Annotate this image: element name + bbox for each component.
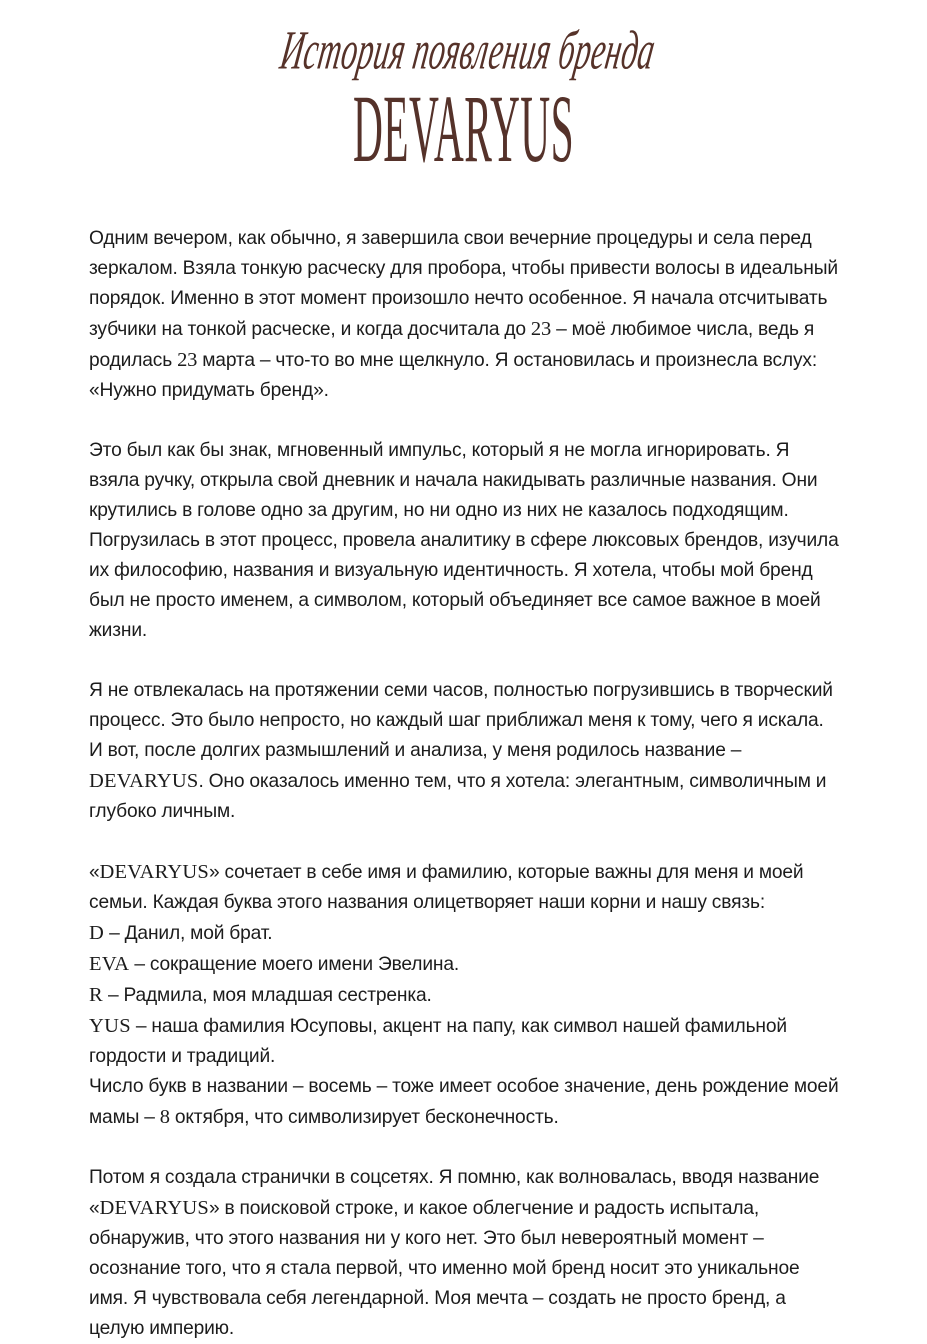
- brand-name-inline: DEVARYUS: [99, 1197, 209, 1219]
- initial-letter-inline: R: [89, 984, 103, 1006]
- numeral-inline: 23: [177, 349, 198, 371]
- paragraph: Это был как бы знак, мгновенный импульс, который я не могла игнорировать. Я взяла ручку, открыла свой дневник и начала накидывать различные названия. Они крутились в голове одно за другим, но ни одно из них не казалось подходящим. Погрузилась в этот процесс, провела аналитику в сфере люксовых брендов, изучила их философию, названия и визуальную идентичность. Я хотела, чтобы мой бренд был не просто именем, а символом, который объединяет все самое важное в моей жизни.: [89, 440, 839, 641]
- paragraph: Одним вечером, как обычно, я завершила свои вечерние процедуры и села перед зеркалом. Взяла тонкую расческу для пробора, чтобы привести волосы в идеальный порядок. Именно в этот момент произошло нечто особенное. Я начала отсчитывать зубчики на тонкой расческе, и когда досчитала до 23 – моё любимое числа, ведь я родилась 23 марта – что-то во мне щелкнуло. Я остановилась и произнесла вслух: «Нужно придумать бренд».: [89, 228, 838, 401]
- brand-name-inline: DEVARYUS: [99, 861, 209, 883]
- brand-wordmark: DEVARYUS: [352, 75, 575, 182]
- paragraph: Потом я создала странички в соцсетях. Я помню, как волновалась, вводя название «DEVARYUS» в поисковой строке, и какое облегчение и радость испытала, обнаружив, что этого названия ни у кого нет. Это был невероятный момент – осознание того, что я стала первой, что именно мой бренд носит это уникальное имя. Я чувствовала себя легендарной. Моя мечта – создать не просто бренд, а целую империю.: [89, 1167, 820, 1339]
- paragraph: Я не отвлекалась на протяжении семи часов, полностью погрузившись в творческий процесс. Это было непросто, но каждый шаг приближал меня к тому, чего я искала. И вот, после долгих размышлений и анализа, у меня родилось название – DEVARYUS. Оно оказалось именно тем, что я хотела: элегантным, символичным и глубоко личным.: [89, 680, 833, 822]
- paragraph-brand-breakdown: «DEVARYUS» сочетает в себе имя и фамилию, которые важны для меня и моей семьи. Каждая буква этого названия олицетворяет наши корни и нашу связь: D – Данил, мой брат. EVA – сокращение моего имени Эвелина. R – Радмила, моя младшая сестренка. YUS – наша фамилия Юсуповы, акцент на папу, как символ нашей фамильной гордости и традиций. Число букв в названии – восемь – тоже имеет особое значение, день рождение моей мамы – 8 октября, что символизирует бесконечность.: [89, 861, 839, 1128]
- numeral-inline: 23: [530, 318, 552, 340]
- initial-letter-inline: EVA: [89, 953, 130, 975]
- script-subtitle: История появления бренда: [276, 20, 660, 82]
- initial-letter-inline: D: [89, 922, 105, 944]
- brand-header: [0, 0, 927, 182]
- initial-letter-inline: YUS: [89, 1015, 131, 1037]
- article-body: [89, 224, 841, 1344]
- numeral-inline: 8: [159, 1106, 170, 1128]
- brand-name-inline: DEVARYUS: [89, 770, 199, 792]
